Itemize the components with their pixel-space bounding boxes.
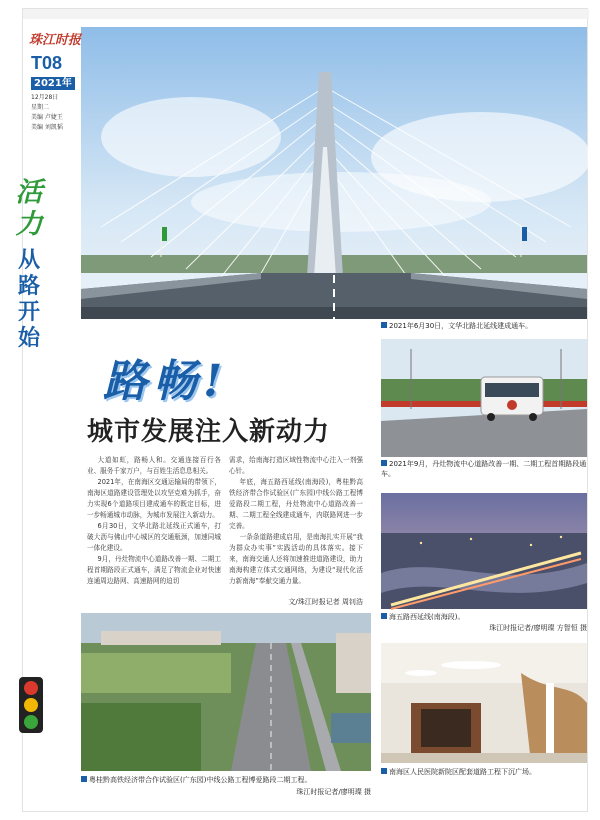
article-paragraph: 6月30日，文华北路北延线正式通车，打破大沥与佛山中心城区的交通瓶颈，加速同城一体化建设。 [87, 522, 221, 552]
article-paragraph: 年底，海五路西延线(南海段)，粤桂黔高铁经济带合作试验区(广东园)中线公路工程博爱路段二期工程，丹灶物流中心道路改善一期、二期工程全线建成通车，内联路网进一步完善。 [229, 478, 363, 530]
caption-bridge: 2021年6月30日，文华北路北延线建成通车。 [381, 321, 587, 331]
issue-date: 12月28日 [31, 94, 59, 101]
caption-zhongxian: 粤桂黔高铁经济带合作试验区(广东园)中线公路工程博爱路段二期工程。 [81, 775, 381, 785]
article-paragraph: 9月，丹灶物流中心道路改善一期、二期工程首期路段正式通车，满足了物流企业对快速连通周边路网、高速路网的迫切 [87, 555, 221, 585]
article-byline: 文/珠江时报记者 周钊浩 [288, 598, 363, 606]
danzao-road-photo [381, 339, 587, 457]
article-paragraph: 一条条道路建成启用，是南海扎实开展“我为群众办实事”实践活动的具体落实。接下来，南海交通人还将加速推进道路建设，助力南海构建立体式交通网络，为建设“现代化活力新南海”奉献交通力量。 [229, 533, 363, 585]
bridge-photo [81, 27, 587, 319]
hospital-plaza-photo [381, 643, 587, 763]
vt-char-shi: 始 [17, 325, 40, 351]
editor-credit: 美编 卢婕王 [31, 114, 63, 121]
vt-char-kai: 开 [17, 299, 40, 325]
vt-char-lu: 路 [17, 273, 40, 299]
caption-zhongxian-credit: 珠江时报记者/廖明璨 摄 [296, 788, 371, 796]
article-paragraph: 大道如虹，路畅人和。交通连接百行各业、服务千家万户，与百姓生活息息相关。 [87, 456, 221, 475]
headline-main: 路畅! [103, 356, 229, 407]
designer-credit: 美编 刘凯韬 [31, 124, 63, 131]
masthead-logo: 珠江时报 [29, 33, 82, 48]
headline-sub: 城市发展注入新动力 [87, 417, 331, 447]
haiwu-road-photo [381, 493, 587, 609]
newspaper-page [15, 8, 588, 812]
vt-char-cong: 从 [17, 247, 40, 273]
vt-char-huo: 活 [15, 177, 43, 208]
issue-meta [31, 93, 63, 133]
issue-weekday: 星期二 [31, 104, 50, 111]
section-vertical-title [11, 177, 47, 351]
article-paragraph: 2021年，在南海区交通运输局的带领下，南海区道路建设管理处以攻坚克难为抓手，奋力实现6个道路项目建成通车的既定目标，进一步畅通城市动脉，为城市发展注入新动力。 [87, 478, 221, 519]
article-paragraph: 需求，给南海打造区域性物流中心注入一剂强心针。 [229, 456, 363, 475]
caption-hospital: 南海区人民医院新院区配套道路工程下沉广场。 [381, 767, 587, 777]
article-column-left [87, 455, 221, 587]
page-edge [23, 9, 589, 19]
year-badge: 2021年 [31, 77, 75, 90]
caption-haiwu: 海五路西延线(南海段)。 [381, 612, 587, 622]
caption-haiwu-credit: 珠江时报记者/廖明璨 方智恒 摄 [489, 624, 587, 632]
zhongxian-road-photo [81, 613, 371, 771]
vt-char-li: 力 [15, 209, 43, 240]
traffic-light-icon [19, 677, 43, 733]
article-column-right [229, 455, 363, 587]
page-number: T08 [31, 53, 63, 73]
caption-danzao: 2021年9月，丹灶物流中心道路改善一期、二期工程首期路段通车。 [381, 460, 587, 478]
